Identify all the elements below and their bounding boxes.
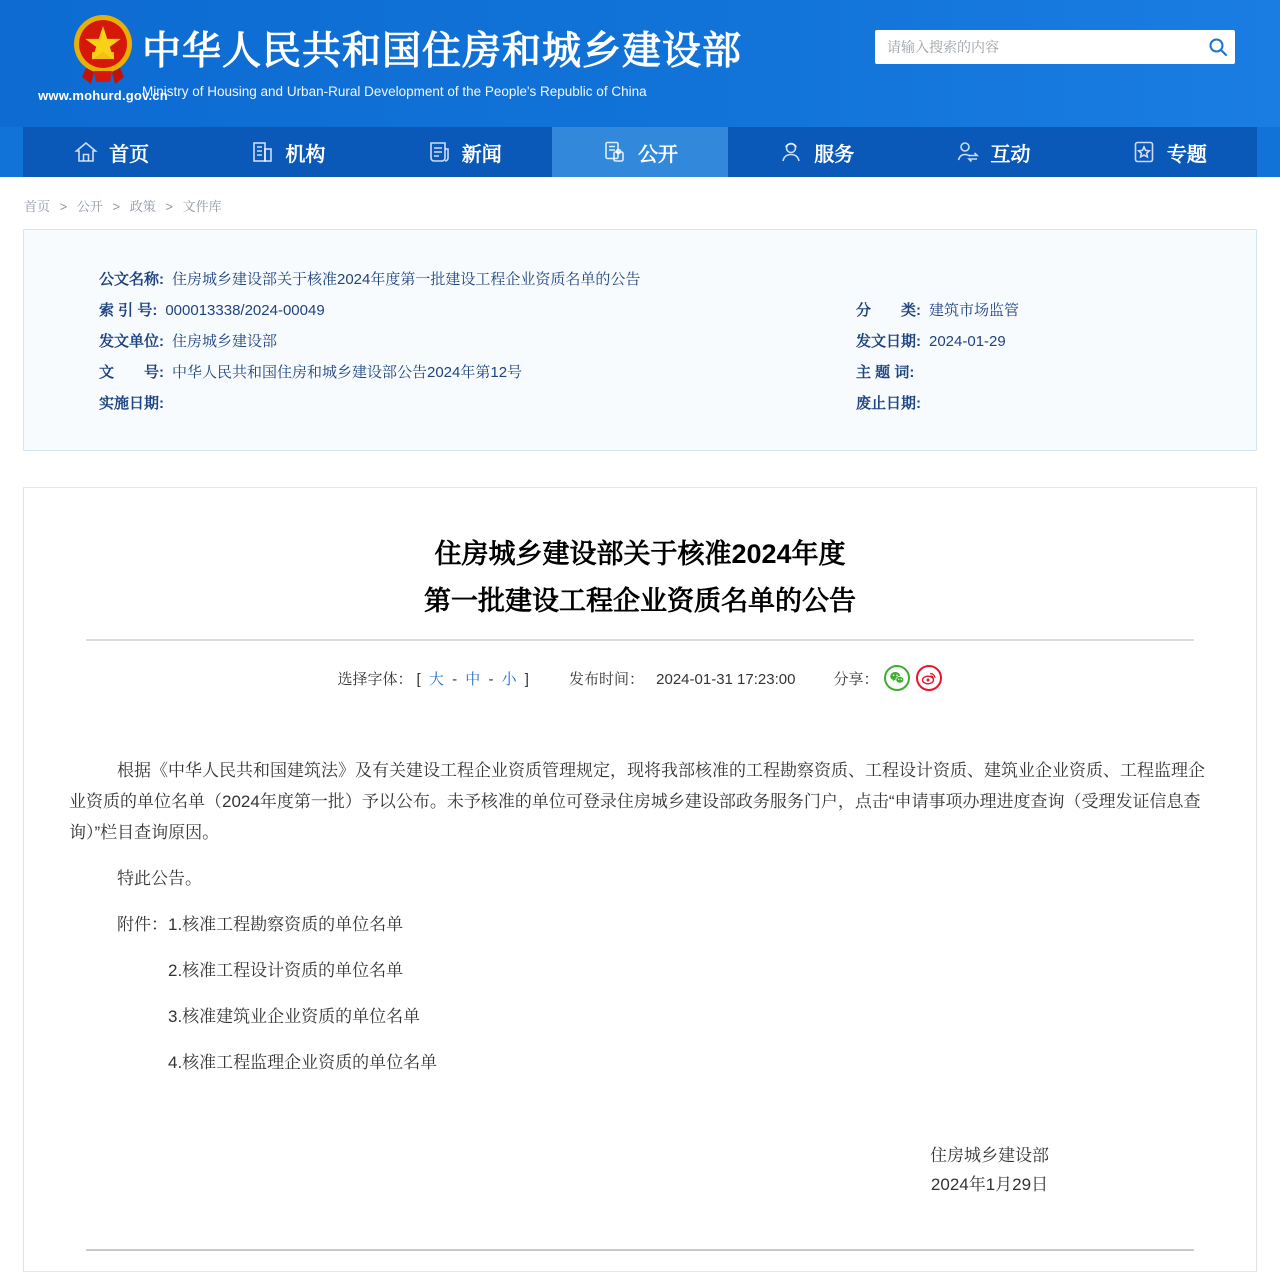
category-label: 分 类: [856, 302, 921, 319]
doc-name-label: 公文名称: [99, 271, 164, 288]
attachments-block [69, 909, 1211, 1093]
wechat-share-icon[interactable] [884, 665, 910, 691]
nav-item-label: 新闻 [461, 143, 502, 166]
nav-item-interaction[interactable] [904, 127, 1080, 177]
home-icon [73, 139, 99, 165]
issue-date-label: 发文日期: [856, 333, 921, 350]
article-paragraph-2: 特此公告。 [117, 869, 202, 888]
breadcrumb [0, 177, 1280, 229]
font-size-large-link[interactable]: 大 [428, 670, 444, 688]
title-divider [86, 639, 1194, 641]
breadcrumb-document-library: 文件库 [182, 199, 222, 214]
search-input[interactable] [875, 39, 1201, 55]
publish-time [569, 668, 795, 689]
nav-item-label: 首页 [109, 143, 150, 166]
implementation-date-label: 实施日期: [99, 395, 164, 412]
breadcrumb-separator: > [59, 199, 68, 214]
search-box[interactable] [875, 30, 1235, 64]
nav-item-news[interactable] [376, 127, 552, 177]
meta-row-doc-number [99, 357, 1226, 388]
bracket-close: ] [524, 670, 529, 688]
weibo-share-icon[interactable] [916, 665, 942, 691]
article-card [23, 487, 1257, 1272]
article-title-line1: 住房城乡建设部关于核准2024年度 [434, 539, 846, 569]
signature-block [930, 1141, 1049, 1199]
font-size-dash: - [488, 670, 494, 688]
site-title-en: Ministry of Housing and Urban-Rural Development of the People's Republic of China [142, 84, 647, 99]
font-size-small-link[interactable]: 小 [501, 670, 517, 688]
search-icon[interactable] [1201, 30, 1235, 64]
attachment-item-1[interactable]: 1.核准工程勘察资质的单位名单 [168, 915, 404, 934]
repeal-date-label: 废止日期: [856, 395, 921, 412]
article-body [69, 755, 1211, 1199]
share-bar [833, 665, 942, 691]
font-size-dash: - [452, 670, 458, 688]
font-size-medium-link[interactable]: 中 [465, 670, 481, 688]
breadcrumb-policy[interactable]: 政策 [129, 199, 156, 214]
issue-date-value: 2024-01-29 [929, 333, 1006, 350]
breadcrumb-separator: > [165, 199, 173, 214]
attachment-item-4[interactable]: 4.核准工程监理企业资质的单位名单 [168, 1053, 438, 1072]
font-select-label: 选择字体： [337, 670, 413, 688]
article-toolbar [69, 665, 1211, 691]
nav-item-label: 服务 [814, 143, 855, 166]
nav-item-label: 机构 [285, 143, 326, 166]
site-header [0, 0, 1280, 127]
site-titles [142, 20, 742, 99]
breadcrumb-home[interactable]: 首页 [24, 199, 51, 214]
service-icon [778, 139, 804, 165]
organization-icon [249, 139, 275, 165]
site-url: www.mohurd.gov.cn [38, 88, 168, 103]
topics-icon [1131, 139, 1157, 165]
index-number-value: 000013338/2024-00049 [165, 302, 325, 319]
index-number-label: 索 引 号: [99, 302, 158, 319]
publish-time-label: 发布时间： [568, 670, 644, 688]
share-label: 分享： [833, 670, 879, 688]
attachments-label: 附件： [117, 915, 168, 934]
signature-issuer: 住房城乡建设部 [930, 1146, 1049, 1165]
disclosure-icon [602, 139, 628, 165]
nav-item-service[interactable] [728, 127, 904, 177]
main-nav [0, 127, 1280, 177]
nav-item-label: 公开 [637, 143, 678, 166]
nav-item-organization[interactable] [199, 127, 375, 177]
interaction-icon [955, 139, 981, 165]
nav-item-label: 专题 [1166, 143, 1207, 166]
attachment-item-3[interactable]: 3.核准建筑业企业资质的单位名单 [168, 1007, 421, 1026]
signature-date: 2024年1月29日 [930, 1175, 1049, 1194]
breadcrumb-separator: > [112, 199, 121, 214]
font-size-selector [415, 668, 531, 689]
article-title-line2: 第一批建设工程企业资质名单的公告 [424, 586, 856, 616]
meta-row-index [99, 295, 1226, 326]
doc-number-label: 文 号: [99, 364, 164, 381]
breadcrumb-disclosure[interactable]: 公开 [76, 199, 103, 214]
doc-name-value: 住房城乡建设部关于核准2024年度第一批建设工程企业资质名单的公告 [172, 271, 641, 288]
nav-item-disclosure[interactable] [552, 127, 728, 177]
meta-row-issuer [99, 326, 1226, 357]
document-meta-panel [23, 229, 1257, 451]
subject-words-label: 主 题 词: [856, 364, 915, 381]
meta-row-doc-name [99, 264, 1226, 295]
issuer-value: 住房城乡建设部 [172, 333, 278, 350]
article-title [69, 531, 1211, 625]
news-icon [426, 139, 452, 165]
bracket-open: [ [416, 670, 421, 688]
doc-number-value: 中华人民共和国住房和城乡建设部公告2024年第12号 [172, 364, 523, 381]
category-value: 建筑市场监管 [929, 302, 1020, 319]
national-emblem-icon [72, 10, 134, 86]
meta-row-dates [99, 388, 1226, 419]
article-paragraph-1: 根据《中华人民共和国建筑法》及有关建设工程企业资质管理规定，现将我部核准的工程勘察资质、工程设计资质、建筑业企业资质、工程监理企业资质的单位名单（2024年度第一批）予以公布。未予核准的单位可登录住房城乡建设部政务服务门户，点击“申请事项办理进度查询（受理发证信息查询）”栏目查询原因。 [69, 761, 1205, 842]
attachment-item-2[interactable]: 2.核准工程设计资质的单位名单 [168, 961, 404, 980]
nav-item-home[interactable] [23, 127, 199, 177]
nav-item-topics[interactable] [1081, 127, 1257, 177]
nav-item-label: 互动 [990, 143, 1031, 166]
attachments-list [168, 909, 437, 1093]
bottom-divider [86, 1249, 1194, 1251]
site-title-cn: 中华人民共和国住房和城乡建设部 [142, 30, 743, 73]
issuer-label: 发文单位: [99, 333, 164, 350]
publish-time-value: 2024-01-31 17:23:00 [656, 670, 796, 688]
